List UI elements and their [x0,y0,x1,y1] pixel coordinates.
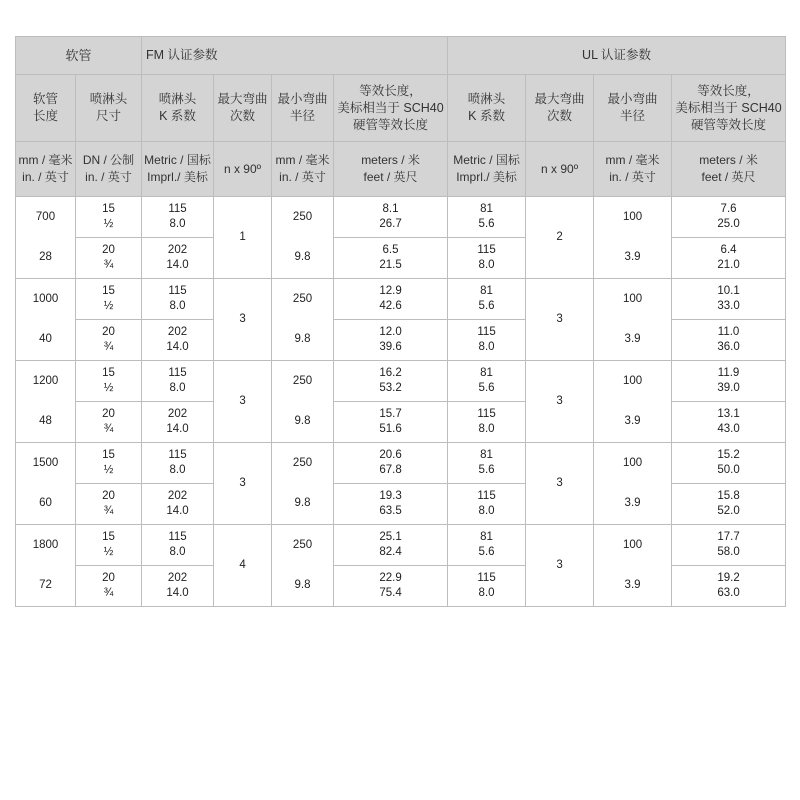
sprinkler-size-line-2: ½ [103,218,114,230]
hose-length-cell: 48 [16,402,76,443]
sprinkler-size-cell [76,443,142,484]
unit-header-line-2: feet / 英尺 [701,170,756,184]
fm-group-header: FM 认证参数 [142,37,448,75]
ul-min-radius-cell: 3.9 [594,484,672,525]
ul-equiv-length-cell [672,320,786,361]
table-row [16,320,786,361]
spec-table [15,36,786,607]
ul-k-factor-line-1: 115 [477,244,496,256]
sprinkler-size-line-1: 15 [102,285,115,297]
sprinkler-size-cell [76,361,142,402]
fm-k-factor-cell [142,320,214,361]
column-header-line-2: 美标相当于 SCH40 [337,100,444,115]
ul-min-radius-cell: 3.9 [594,566,672,607]
ul-equiv-length-line-2: 33.0 [717,300,740,312]
sprinkler-size-line-2: ½ [103,546,114,558]
fm-max-bends-cell: 3 [214,361,272,443]
column-header-line-1: 等效长度， [697,83,760,98]
column-header-line-1: 最小弯曲 [607,92,658,106]
unit-header-line-1: n x 90º [223,161,262,176]
unit-header [272,142,334,197]
unit-header [16,142,76,197]
ul-min-radius-cell: 3.9 [594,238,672,279]
fm-equiv-length-cell [334,484,448,525]
table-body [16,197,786,607]
ul-equiv-length-line-2: 21.0 [717,259,740,271]
sprinkler-size-line-2: ¾ [103,259,114,271]
fm-k-factor-cell [142,484,214,525]
sprinkler-size-line-1: 20 [102,490,115,502]
ul-k-factor-line-2: 8.0 [478,259,495,271]
column-header-line-2: 长度 [32,109,58,123]
ul-equiv-length-cell [672,484,786,525]
sprinkler-size-line-2: ¾ [103,505,114,517]
unit-header-line-2: in. / 英寸 [22,170,69,184]
unit-header [672,142,786,197]
column-header-line-2: 美标相当于 SCH40 [675,100,782,115]
fm-k-factor-line-1: 115 [168,285,187,297]
sprinkler-size-line-2: ½ [103,300,114,312]
fm-k-factor-cell [142,525,214,566]
ul-min-radius-cell: 100 [594,443,672,484]
fm-k-factor-line-2: 14.0 [166,423,189,435]
ul-equiv-length-line-1: 17.7 [717,531,740,543]
fm-k-factor-line-1: 115 [168,531,187,543]
hose-group-header: 软管 [16,37,142,75]
unit-header [334,142,448,197]
unit-header [142,142,214,197]
column-header [272,75,334,142]
fm-equiv-length-line-2: 39.6 [379,341,402,353]
fm-k-factor-line-1: 202 [167,326,188,338]
sprinkler-size-line-2: ¾ [103,423,114,435]
ul-k-factor-line-1: 81 [480,285,493,297]
header-row-units [16,142,786,197]
fm-k-factor-line-1: 202 [167,244,188,256]
sprinkler-size-line-1: 20 [102,572,115,584]
fm-equiv-length-cell [334,402,448,443]
ul-k-factor-line-2: 8.0 [478,341,495,353]
ul-k-factor-line-2: 5.6 [478,464,495,476]
fm-equiv-length-cell [334,443,448,484]
fm-min-radius-cell: 9.8 [272,238,334,279]
fm-equiv-length-cell [334,361,448,402]
fm-min-radius-cell: 9.8 [272,402,334,443]
column-header-line-1: 喷淋头 [89,92,128,106]
column-header-line-2: 半径 [290,109,316,123]
column-header-line-1: 最大弯曲 [534,92,585,106]
column-header-line-2: K 系数 [468,109,505,123]
ul-equiv-length-cell [672,197,786,238]
header-row-groups [16,37,786,75]
fm-equiv-length-line-1: 25.1 [379,531,402,543]
column-header [334,75,448,142]
unit-header-line-1: mm / 毫米 [605,153,660,167]
ul-k-factor-line-1: 81 [480,449,493,461]
fm-equiv-length-line-2: 63.5 [379,505,402,517]
ul-equiv-length-cell [672,238,786,279]
fm-k-factor-cell [142,197,214,238]
ul-min-radius-cell: 100 [594,197,672,238]
unit-header-line-1: n x 90º [541,161,579,176]
ul-k-factor-line-2: 5.6 [478,546,495,558]
ul-equiv-length-cell [672,443,786,484]
ul-k-factor-line-1: 115 [477,490,496,502]
ul-k-factor-cell [448,279,526,320]
sprinkler-size-cell [76,566,142,607]
fm-min-radius-cell: 9.8 [272,566,334,607]
table-row [16,402,786,443]
fm-equiv-length-cell [334,525,448,566]
fm-equiv-length-line-2: 53.2 [379,382,402,394]
column-header [16,75,76,142]
fm-k-factor-line-1: 202 [167,408,188,420]
column-header-line-1: 软管 [32,92,58,106]
column-header-line-1: 最大弯曲 [217,92,268,106]
fm-min-radius-cell: 9.8 [272,484,334,525]
unit-header [526,142,594,197]
column-header-line-2: 次数 [230,109,256,123]
ul-equiv-length-line-2: 58.0 [717,546,740,558]
ul-equiv-length-line-2: 50.0 [717,464,740,476]
fm-k-factor-line-2: 8.0 [169,546,186,558]
fm-equiv-length-line-1: 22.9 [379,572,402,584]
ul-equiv-length-line-1: 7.6 [720,203,737,215]
fm-k-factor-cell [142,443,214,484]
ul-k-factor-line-1: 115 [477,572,496,584]
ul-equiv-length-cell [672,566,786,607]
fm-equiv-length-line-2: 51.6 [379,423,402,435]
fm-equiv-length-line-1: 19.3 [379,490,402,502]
fm-max-bends-cell: 4 [214,525,272,607]
fm-equiv-length-line-1: 12.9 [379,285,402,297]
fm-k-factor-line-2: 14.0 [166,587,189,599]
fm-k-factor-line-1: 115 [168,203,187,215]
ul-k-factor-line-2: 5.6 [478,382,495,394]
ul-k-factor-line-2: 8.0 [478,587,495,599]
sprinkler-size-line-1: 20 [102,244,115,256]
sprinkler-size-cell [76,320,142,361]
sprinkler-size-line-1: 15 [102,531,115,543]
fm-k-factor-cell [142,361,214,402]
ul-equiv-length-line-2: 25.0 [717,218,740,230]
hose-length-cell: 1800 [16,525,76,566]
fm-k-factor-line-2: 8.0 [169,218,186,230]
hose-length-cell: 1500 [16,443,76,484]
ul-k-factor-line-1: 115 [477,408,496,420]
column-header [76,75,142,142]
ul-equiv-length-cell [672,279,786,320]
fm-equiv-length-line-1: 12.0 [379,326,402,338]
hose-length-cell: 1200 [16,361,76,402]
sprinkler-size-cell [76,279,142,320]
ul-equiv-length-line-1: 11.0 [717,326,740,338]
column-header-line-3: 硬管等效长度 [353,117,429,132]
ul-k-factor-line-2: 8.0 [478,505,495,517]
ul-max-bends-cell: 2 [526,197,594,279]
ul-max-bends-cell: 3 [526,525,594,607]
sprinkler-size-line-2: ¾ [103,341,114,353]
ul-equiv-length-line-1: 11.9 [717,367,740,379]
ul-k-factor-line-2: 8.0 [478,423,495,435]
ul-min-radius-cell: 100 [594,361,672,402]
fm-k-factor-line-2: 14.0 [166,341,189,353]
ul-k-factor-line-2: 5.6 [478,300,495,312]
column-header-line-2: K 系数 [159,109,196,123]
fm-k-factor-line-1: 202 [167,490,188,502]
fm-k-factor-line-1: 115 [168,449,187,461]
fm-k-factor-cell [142,279,214,320]
fm-equiv-length-line-2: 42.6 [379,300,402,312]
sprinkler-size-line-1: 20 [102,408,115,420]
hose-length-cell: 700 [16,197,76,238]
ul-equiv-length-cell [672,402,786,443]
sprinkler-size-cell [76,402,142,443]
fm-equiv-length-line-1: 15.7 [379,408,402,420]
ul-equiv-length-line-1: 15.8 [717,490,740,502]
ul-max-bends-cell: 3 [526,279,594,361]
unit-header-line-2: in. / 英寸 [609,170,656,184]
unit-header [448,142,526,197]
unit-header-line-1: meters / 米 [699,153,758,167]
fm-equiv-length-line-2: 82.4 [379,546,402,558]
ul-max-bends-cell: 3 [526,361,594,443]
fm-max-bends-cell: 3 [214,279,272,361]
ul-equiv-length-line-1: 6.4 [720,244,737,256]
sprinkler-size-cell [76,525,142,566]
ul-min-radius-cell: 100 [594,525,672,566]
table-row [16,443,786,484]
hose-length-cell: 1000 [16,279,76,320]
unit-header-line-1: mm / 毫米 [18,153,73,167]
unit-header-line-2: feet / 英尺 [363,170,418,184]
ul-k-factor-line-1: 81 [480,367,493,379]
sprinkler-size-line-2: ½ [103,382,114,394]
unit-header-line-2: Imprl./ 美标 [147,170,208,184]
fm-equiv-length-line-2: 75.4 [379,587,402,599]
unit-header-line-1: Metric / 国标 [144,153,211,167]
ul-k-factor-cell [448,484,526,525]
column-header [214,75,272,142]
ul-equiv-length-line-1: 15.2 [717,449,740,461]
column-header-line-2: 尺寸 [96,109,122,123]
unit-header [594,142,672,197]
sprinkler-size-cell [76,197,142,238]
column-header-line-1: 喷淋头 [158,92,197,106]
ul-min-radius-cell: 3.9 [594,402,672,443]
ul-equiv-length-line-2: 52.0 [717,505,740,517]
column-header [526,75,594,142]
hose-length-cell: 60 [16,484,76,525]
ul-min-radius-cell: 100 [594,279,672,320]
ul-equiv-length-line-1: 10.1 [717,285,740,297]
fm-min-radius-cell: 250 [272,361,334,402]
fm-k-factor-line-2: 14.0 [166,259,189,271]
fm-equiv-length-cell [334,566,448,607]
fm-k-factor-line-2: 8.0 [169,382,186,394]
unit-header-line-2: in. / 英寸 [279,170,326,184]
table-header [16,37,786,197]
table-row [16,525,786,566]
fm-equiv-length-cell [334,197,448,238]
fm-min-radius-cell: 250 [272,279,334,320]
header-row-columns [16,75,786,142]
fm-max-bends-cell: 1 [214,197,272,279]
ul-k-factor-cell [448,238,526,279]
ul-equiv-length-line-1: 13.1 [717,408,740,420]
fm-max-bends-cell: 3 [214,443,272,525]
sprinkler-size-cell [76,484,142,525]
ul-k-factor-cell [448,525,526,566]
sprinkler-size-line-1: 15 [102,203,115,215]
sprinkler-size-line-1: 20 [102,326,115,338]
hose-length-cell: 40 [16,320,76,361]
column-header-line-1: 喷淋头 [467,92,506,106]
sprinkler-size-line-1: 15 [102,367,115,379]
ul-equiv-length-line-1: 19.2 [717,572,740,584]
fm-min-radius-cell: 250 [272,525,334,566]
unit-header-line-1: Metric / 国标 [453,153,520,167]
fm-equiv-length-line-2: 67.8 [379,464,402,476]
fm-equiv-length-line-1: 6.5 [382,244,399,256]
fm-k-factor-cell [142,402,214,443]
ul-group-header: UL 认证参数 [448,37,786,75]
ul-equiv-length-cell [672,361,786,402]
ul-min-radius-cell: 3.9 [594,320,672,361]
unit-header-line-2: Imprl./ 美标 [456,170,517,184]
table-row [16,566,786,607]
ul-k-factor-cell [448,402,526,443]
ul-k-factor-line-1: 81 [480,203,493,215]
column-header-line-1: 最小弯曲 [277,92,328,106]
ul-k-factor-cell [448,566,526,607]
fm-k-factor-line-2: 8.0 [169,300,186,312]
fm-equiv-length-line-1: 16.2 [379,367,402,379]
ul-k-factor-line-2: 5.6 [478,218,495,230]
fm-k-factor-cell [142,566,214,607]
sprinkler-size-line-2: ½ [103,464,114,476]
sprinkler-size-line-1: 15 [102,449,115,461]
fm-min-radius-cell: 250 [272,197,334,238]
table-row [16,361,786,402]
fm-equiv-length-cell [334,279,448,320]
hose-length-cell: 28 [16,238,76,279]
ul-equiv-length-line-2: 63.0 [717,587,740,599]
ul-equiv-length-cell [672,525,786,566]
table-row [16,484,786,525]
column-header-line-1: 等效长度， [359,83,422,98]
ul-equiv-length-line-2: 43.0 [717,423,740,435]
table-row [16,279,786,320]
unit-header-line-1: meters / 米 [361,153,420,167]
sprinkler-size-line-2: ¾ [103,587,114,599]
hose-length-cell: 72 [16,566,76,607]
column-header-line-2: 次数 [547,109,573,123]
fm-min-radius-cell: 9.8 [272,320,334,361]
column-header-line-3: 硬管等效长度 [691,117,767,132]
fm-equiv-length-line-1: 8.1 [382,203,399,215]
fm-equiv-length-line-2: 26.7 [379,218,402,230]
ul-k-factor-cell [448,443,526,484]
ul-k-factor-line-1: 115 [477,326,496,338]
table-row [16,238,786,279]
column-header [594,75,672,142]
ul-k-factor-line-1: 81 [480,531,493,543]
fm-equiv-length-cell [334,238,448,279]
ul-k-factor-cell [448,320,526,361]
unit-header [76,142,142,197]
fm-equiv-length-line-2: 21.5 [379,259,402,271]
fm-min-radius-cell: 250 [272,443,334,484]
fm-equiv-length-line-1: 20.6 [379,449,402,461]
fm-k-factor-line-2: 14.0 [166,505,189,517]
ul-k-factor-cell [448,361,526,402]
fm-k-factor-line-1: 202 [167,572,188,584]
table-row [16,197,786,238]
unit-header [214,142,272,197]
unit-header-line-1: DN / 公制 [82,153,135,167]
unit-header-line-2: in. / 英寸 [85,170,132,184]
unit-header-line-1: mm / 毫米 [275,153,330,167]
column-header [142,75,214,142]
column-header [448,75,526,142]
fm-equiv-length-cell [334,320,448,361]
ul-equiv-length-line-2: 36.0 [717,341,740,353]
ul-equiv-length-line-2: 39.0 [717,382,740,394]
column-header [672,75,786,142]
sprinkler-size-cell [76,238,142,279]
column-header-line-2: 半径 [620,109,646,123]
ul-k-factor-cell [448,197,526,238]
ul-max-bends-cell: 3 [526,443,594,525]
fm-k-factor-line-1: 115 [168,367,187,379]
fm-k-factor-line-2: 8.0 [169,464,186,476]
fm-k-factor-cell [142,238,214,279]
